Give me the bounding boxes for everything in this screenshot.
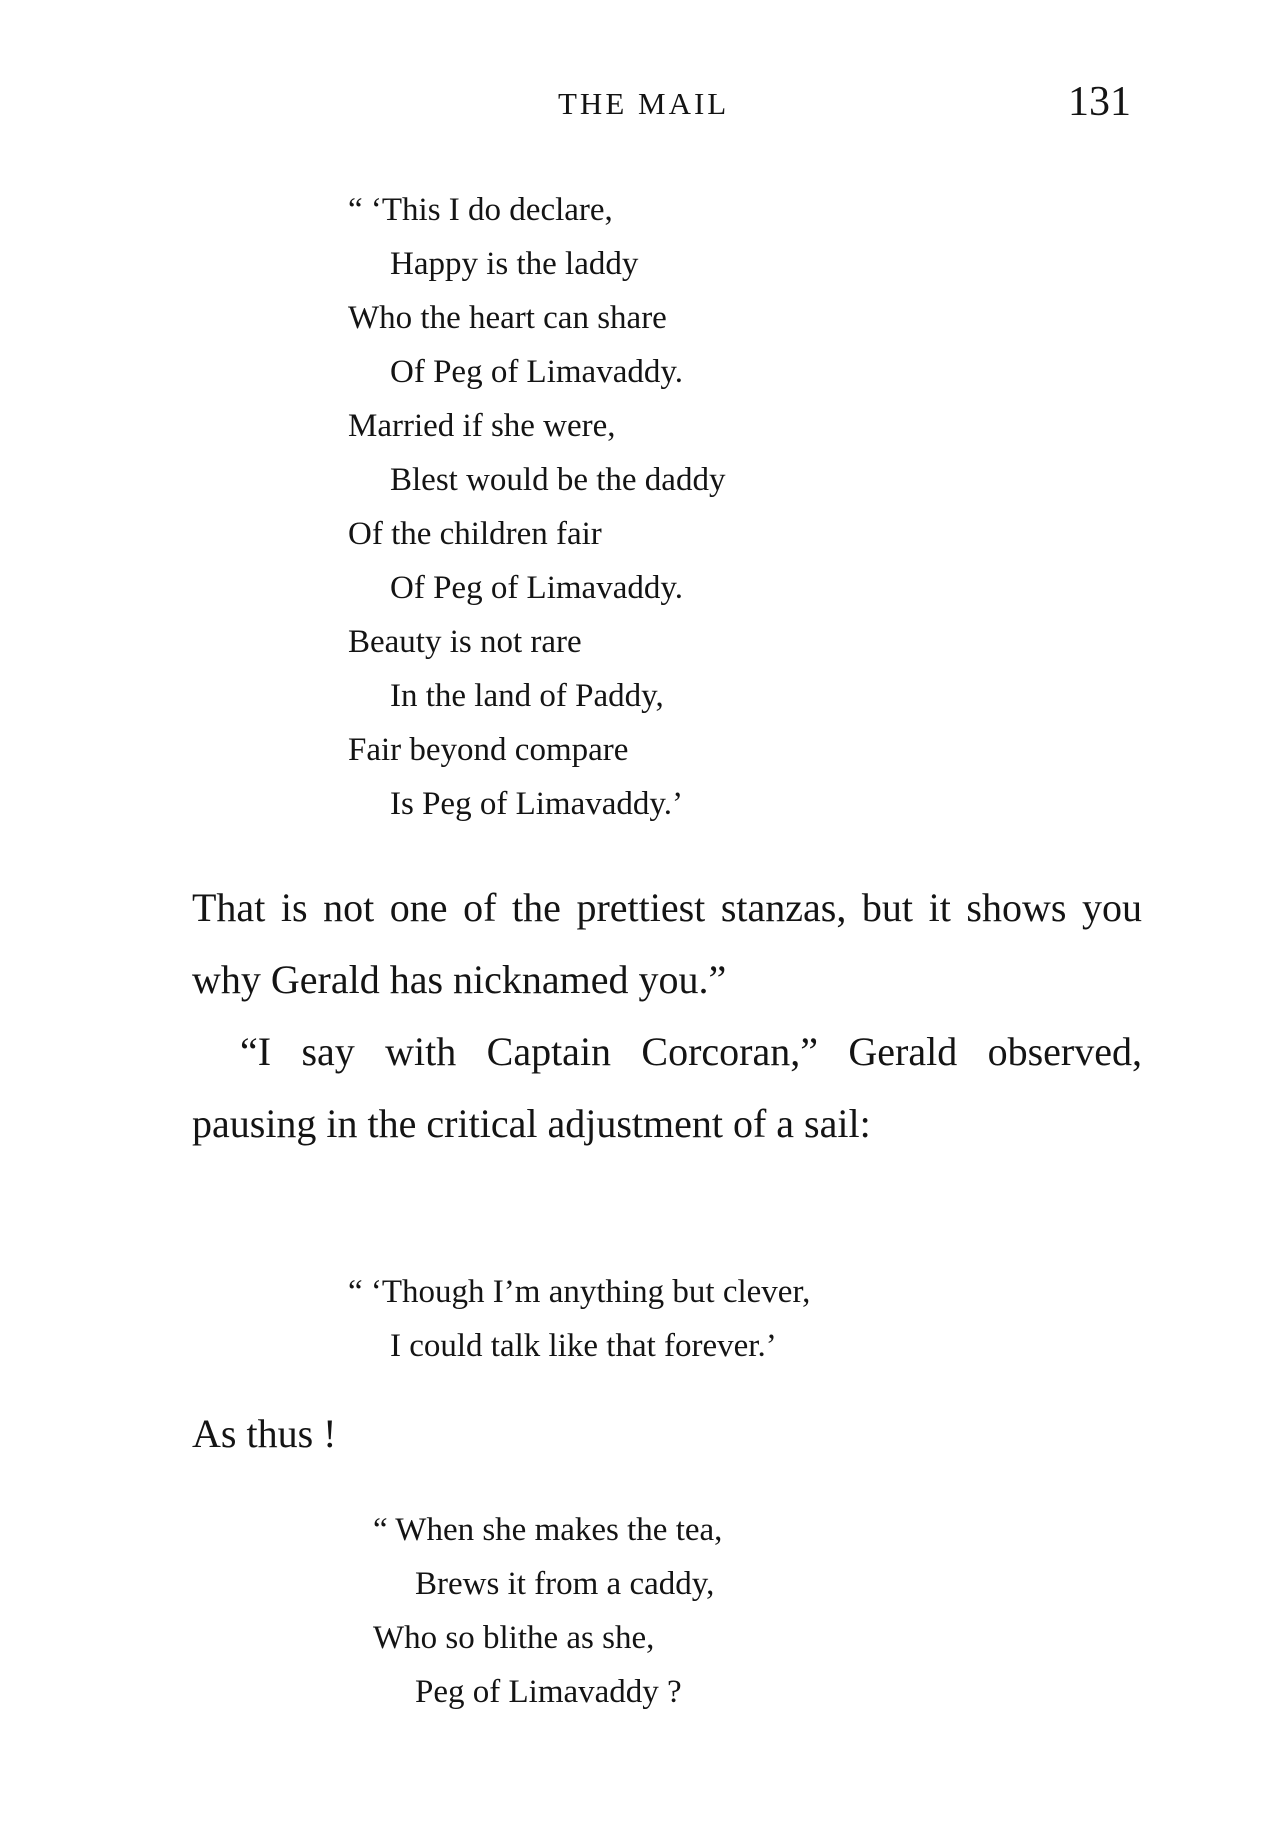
verse-block-tea-stanza bbox=[373, 1503, 722, 1719]
prose-paragraph: That is not one of the prettiest stanzas, but it shows you why Gerald has nicknamed you.” bbox=[192, 885, 1142, 1002]
verse-line: I could talk like that forever.’ bbox=[390, 1328, 777, 1364]
verse-line: “ ‘This I do declare, bbox=[348, 192, 613, 228]
verse-line: Blest would be the daddy bbox=[390, 462, 726, 498]
verse-line: Who the heart can share bbox=[348, 300, 667, 336]
verse-line: Brews it from a caddy, bbox=[415, 1566, 715, 1602]
verse-line: Peg of Limavaddy ? bbox=[415, 1674, 682, 1710]
verse-line: Of the children fair bbox=[348, 516, 602, 552]
verse-line: Is Peg of Limavaddy.’ bbox=[390, 786, 683, 822]
prose-paragraph: As thus ! bbox=[192, 1411, 337, 1456]
verse-line: Beauty is not rare bbox=[348, 624, 582, 660]
prose-block-2 bbox=[192, 1398, 1142, 1470]
running-title: THE MAIL bbox=[558, 86, 730, 121]
page-number: 131 bbox=[1068, 79, 1131, 125]
verse-line: “ When she makes the tea, bbox=[373, 1512, 723, 1548]
verse-line: In the land of Paddy, bbox=[390, 678, 664, 714]
prose-block-1 bbox=[192, 872, 1142, 1160]
verse-line: “ ‘Though I’m anything but clever, bbox=[348, 1274, 811, 1310]
verse-line: Happy is the laddy bbox=[390, 246, 639, 282]
prose-paragraph: “I say with Captain Corcoran,” Gerald observed, pausing in the critical adjustment of a sail: bbox=[192, 1029, 1142, 1146]
verse-line: Of Peg of Limavaddy. bbox=[390, 570, 683, 606]
verse-block-peg-stanza bbox=[348, 183, 725, 831]
verse-line: Fair beyond compare bbox=[348, 732, 629, 768]
verse-line: Married if she were, bbox=[348, 408, 616, 444]
verse-block-couplet bbox=[348, 1265, 810, 1373]
verse-line: Of Peg of Limavaddy. bbox=[390, 354, 683, 390]
verse-line: Who so blithe as she, bbox=[373, 1620, 655, 1656]
